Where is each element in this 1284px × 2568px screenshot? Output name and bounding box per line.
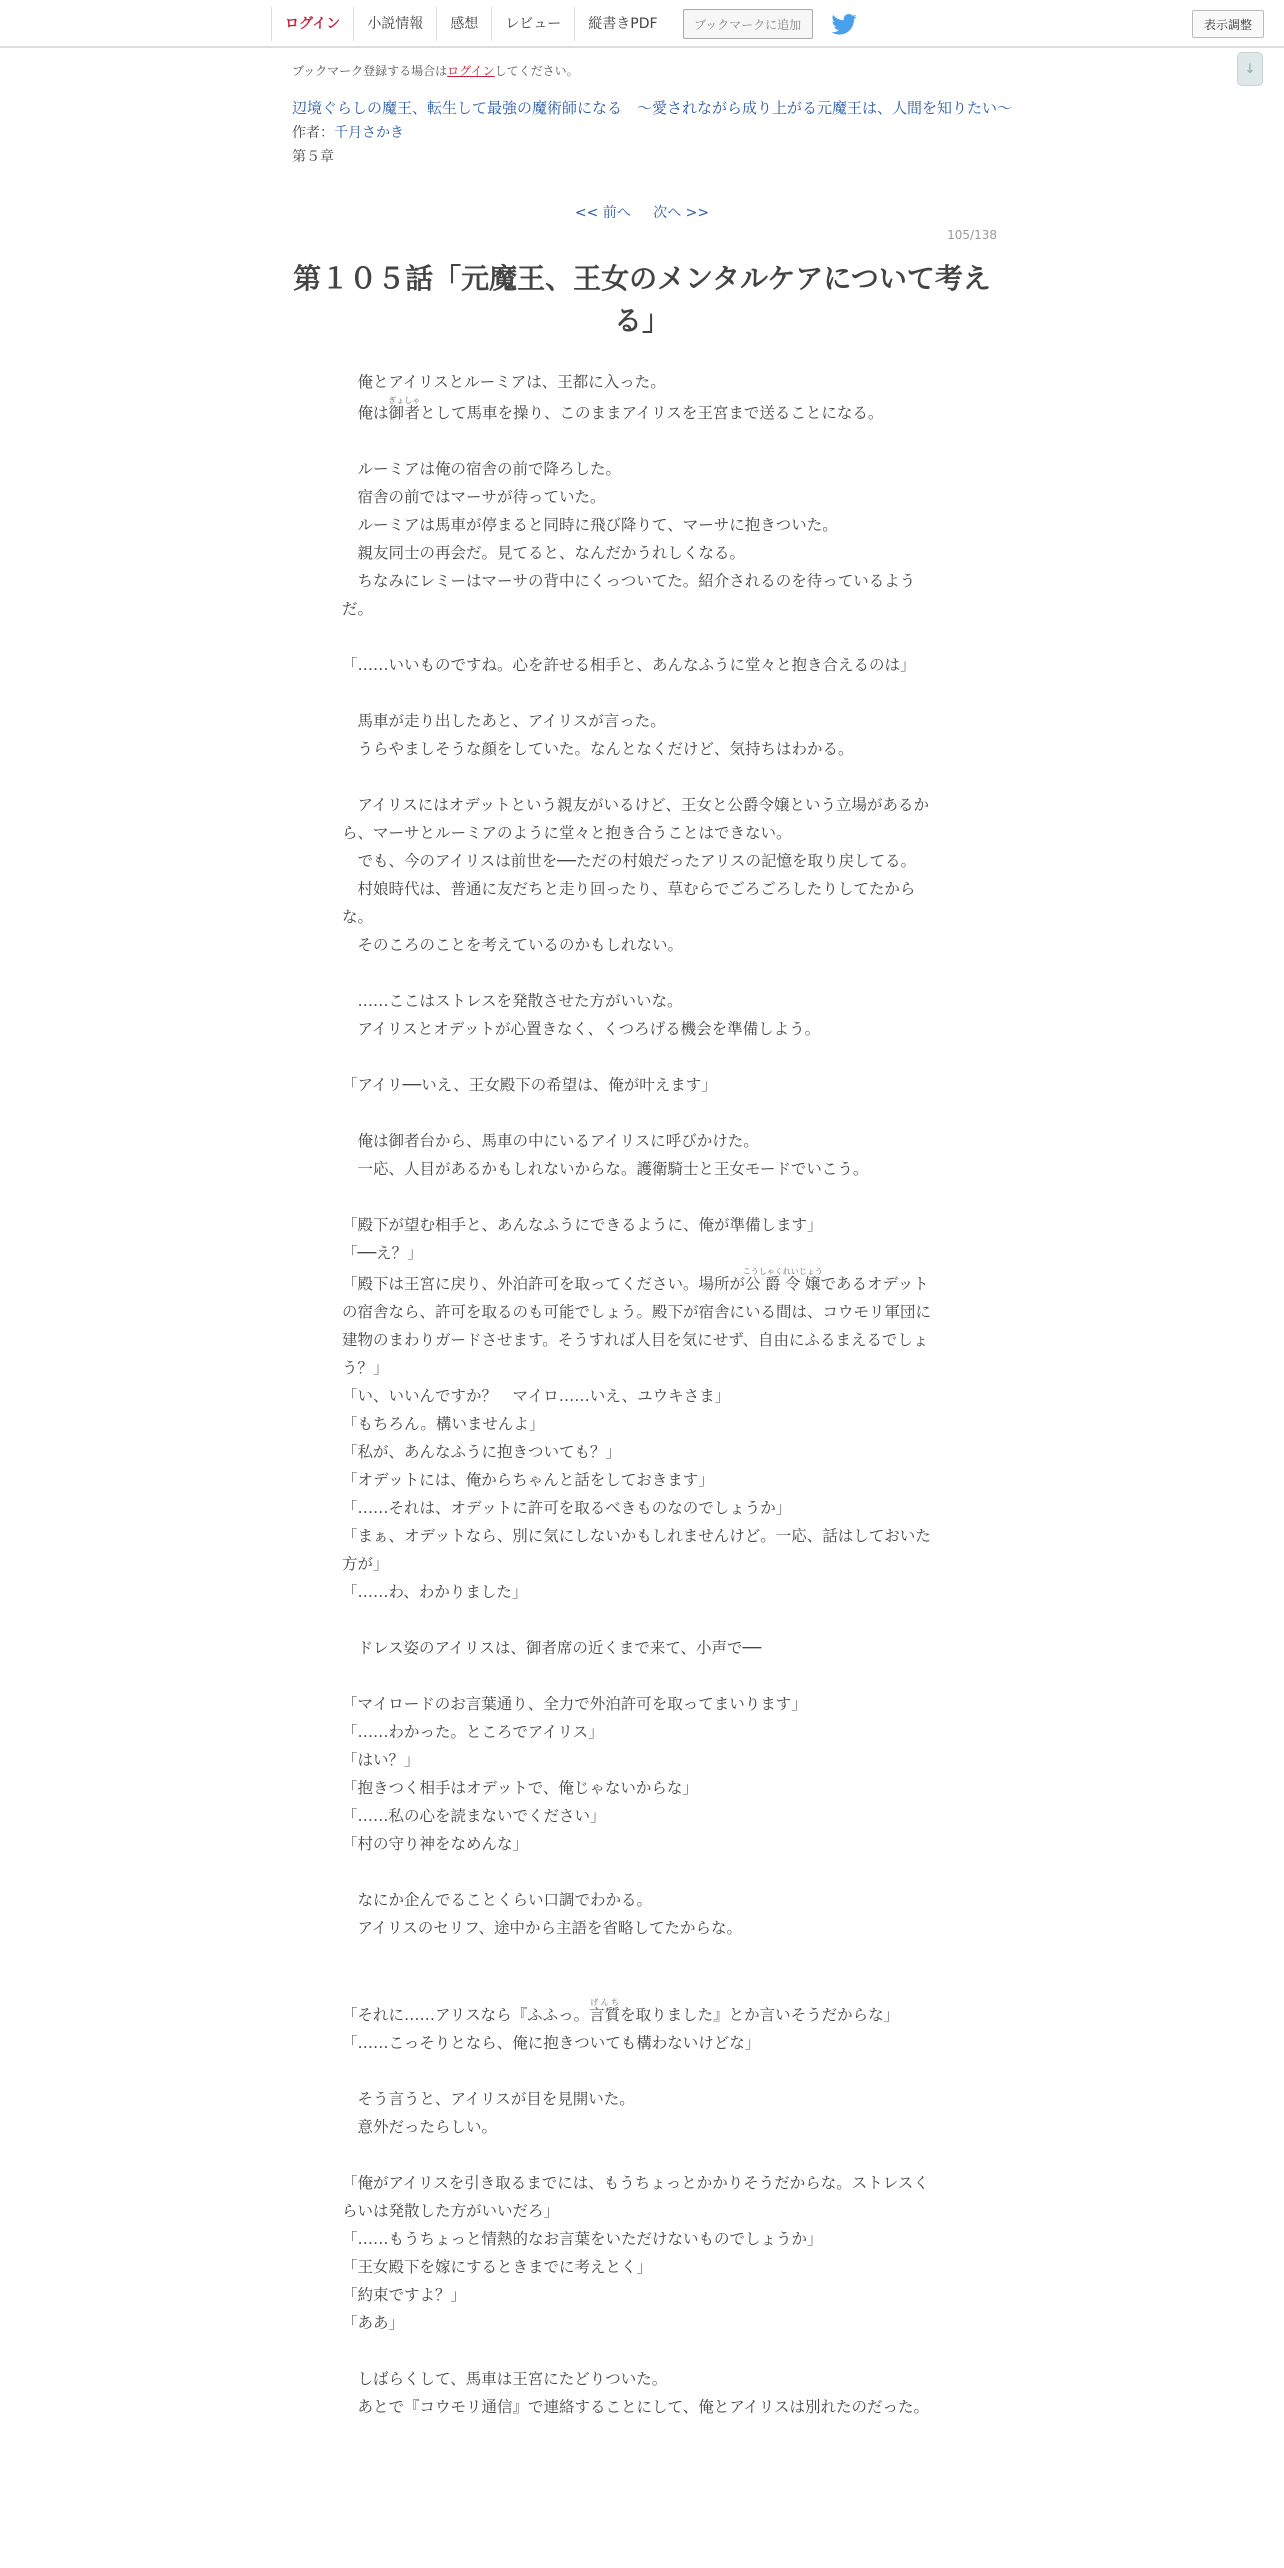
body-line bbox=[342, 1099, 942, 1127]
body-line: 「──え？」 bbox=[342, 1244, 423, 1262]
body-line: ドレス姿のアイリスは、御者席の近くまで来て、小声で── bbox=[342, 1639, 762, 1657]
body-line: ……ここはストレスを発散させた方がいいな。 bbox=[342, 992, 683, 1010]
body-line: しばらくして、馬車は王宮にたどりついた。 bbox=[342, 2370, 668, 2388]
nav-menu bbox=[271, 7, 859, 41]
body-line: 俺とアイリスとルーミアは、王都に入った。 bbox=[342, 373, 666, 391]
body-line: 宿舎の前ではマーサが待っていた。 bbox=[342, 488, 606, 506]
series-title-link[interactable]: 辺境ぐらしの魔王、転生して最強の魔術師になる 〜愛されながら成り上がる元魔王は、人間を知りたい〜 bbox=[292, 99, 1013, 117]
body-line bbox=[342, 1043, 942, 1071]
body-line: 「私が、あんなふうに抱きついても？」 bbox=[342, 1443, 622, 1461]
prev-page-link[interactable]: << 前へ bbox=[574, 205, 631, 221]
display-settings-button[interactable]: 表示調整 bbox=[1192, 10, 1264, 38]
body-line: ルーミアは俺の宿舎の前で降ろした。 bbox=[342, 460, 622, 478]
body-line: 一応、人目があるかもしれないからな。護衛騎士と王女モードでいこう。 bbox=[342, 1160, 869, 1178]
body-line bbox=[342, 2057, 942, 2085]
body-line-ruby: 「殿下は王宮に戻り、外泊許可を取ってください。場所が公爵令嬢こうしゃくれいじょうであるオデットの宿舎なら、許可を取るのも可能でしょう。殿下が宿舎にいる間は、コウモリ軍団に建物のまわりガードさせます。そうすれば人目を気にせず、自由にふるまえるでしょう？」 bbox=[342, 1267, 932, 1377]
body-line: 「王女殿下を嫁にするときまでに考えとく」 bbox=[342, 2258, 653, 2276]
body-line: 「……わ、わかりました」 bbox=[342, 1583, 528, 1601]
notice-text-after: してください。 bbox=[494, 64, 579, 78]
body-line bbox=[342, 1858, 942, 1886]
body-line bbox=[342, 2337, 942, 2365]
body-line bbox=[342, 1183, 942, 1211]
body-line: 「ああ」 bbox=[342, 2314, 405, 2332]
top-nav-bar bbox=[0, 0, 1284, 48]
scroll-down-icon[interactable]: ↓ bbox=[1237, 52, 1263, 86]
body-line: 親友同士の再会だ。見てると、なんだかうれしくなる。 bbox=[342, 544, 746, 562]
body-line: 「……こっそりとなら、俺に抱きついても構わないけどな」 bbox=[342, 2034, 761, 2052]
body-line: 「まぁ、オデットなら、別に気にしないかもしれませんけど。一応、話はしておいた方が」 bbox=[342, 1527, 931, 1573]
body-line: 「オデットには、俺からちゃんと話をしておきます」 bbox=[342, 1471, 714, 1489]
nav-review[interactable]: レビュー bbox=[491, 7, 574, 41]
body-line: ちなみにレミーはマーサの背中にくっついてた。紹介されるのを待っているようだ。 bbox=[342, 572, 916, 618]
body-line: 「はい？」 bbox=[342, 1751, 420, 1769]
bookmark-login-notice bbox=[292, 62, 579, 79]
body-line: 「……もうちょっと情熱的なお言葉をいただけないものでしょうか」 bbox=[342, 2230, 823, 2248]
body-line: 意外だったらしい。 bbox=[342, 2118, 498, 2136]
twitter-bird-icon[interactable] bbox=[831, 12, 859, 36]
body-line bbox=[342, 1606, 942, 1634]
body-line: でも、今のアイリスは前世を──ただの村娘だったアリスの記憶を取り戻してる。 bbox=[342, 852, 917, 870]
body-line: ルーミアは馬車が停まると同時に飛び降りて、マーサに抱きついた。 bbox=[342, 516, 838, 534]
body-line: 馬車が走り出したあと、アイリスが言った。 bbox=[342, 712, 666, 730]
next-page-link[interactable]: 次へ >> bbox=[653, 205, 710, 221]
body-line: 「……わかった。ところでアイリス」 bbox=[342, 1723, 604, 1741]
body-line: アイリスとオデットが心置きなく、くつろげる機会を準備しよう。 bbox=[342, 1020, 821, 1038]
body-line: アイリスにはオデットという親友がいるけど、王女と公爵令嬢という立場があるから、マーサとルーミアのように堂々と抱き合うことはできない。 bbox=[342, 796, 929, 842]
body-line bbox=[342, 1662, 942, 1690]
nav-novel-info[interactable]: 小説情報 bbox=[353, 7, 436, 41]
body-line bbox=[342, 763, 942, 791]
body-line: アイリスのセリフ、途中から主語を省略してたからな。 bbox=[342, 1919, 743, 1937]
nav-impressions[interactable]: 感想 bbox=[436, 7, 491, 41]
body-line: 村娘時代は、普通に友だちと走り回ったり、草むらでごろごろしたりしてたからな。 bbox=[342, 880, 916, 926]
body-line: 「村の守り神をなめんな」 bbox=[342, 1835, 529, 1853]
author-line bbox=[292, 122, 404, 142]
body-line: 「俺がアイリスを引き取るまでには、もうちょっとかかりそうだからな。ストレスくらいは発散した方がいいだろ」 bbox=[342, 2174, 929, 2220]
body-line: 「……いいものですね。心を許せる相手と、あんなふうに堂々と抱き合えるのは」 bbox=[342, 656, 916, 674]
body-line bbox=[342, 1942, 942, 1970]
body-line bbox=[342, 2421, 942, 2449]
body-line: そう言うと、アイリスが目を見開いた。 bbox=[342, 2090, 635, 2108]
nav-login[interactable]: ログイン bbox=[271, 7, 353, 41]
body-line: 「マイロードのお言葉通り、全力で外泊許可を取ってまいります」 bbox=[342, 1695, 807, 1713]
body-line: 俺は御者台から、馬車の中にいるアイリスに呼びかけた。 bbox=[342, 1132, 759, 1150]
chapter-label: 第５章 bbox=[292, 149, 334, 165]
body-line: 「殿下が望む相手と、あんなふうにできるように、俺が準備します」 bbox=[342, 1216, 823, 1234]
body-line: 「抱きつく相手はオデットで、俺じゃないからな」 bbox=[342, 1779, 698, 1797]
notice-login-link[interactable]: ログイン bbox=[447, 64, 495, 78]
body-line: 「……それは、オデットに許可を取るべきものなのでしょうか」 bbox=[342, 1499, 792, 1517]
body-line: 「もちろん。構いませんよ」 bbox=[342, 1415, 545, 1433]
nav-vertical-pdf[interactable]: 縦書きPDF bbox=[574, 7, 670, 41]
body-line-ruby: 「それに……アリスなら『ふふっ。言質げんちを取りました』とか言いそうだからな」 bbox=[342, 1998, 900, 2024]
add-bookmark-button[interactable]: ブックマークに追加 bbox=[683, 9, 813, 39]
pager bbox=[0, 202, 1284, 222]
body-line bbox=[342, 679, 942, 707]
body-line bbox=[342, 2141, 942, 2169]
notice-text-before: ブックマーク登録する場合は bbox=[292, 64, 448, 78]
body-line: うらやましそうな顔をしていた。なんとなくだけど、気持ちはわかる。 bbox=[342, 740, 854, 758]
body-line bbox=[342, 427, 942, 455]
episode-counter: 105/138 bbox=[947, 228, 997, 242]
novel-body bbox=[342, 368, 942, 2449]
body-line: 「い、いいんですか？ マイロ……いえ、ユウキさま」 bbox=[342, 1387, 731, 1405]
body-line: 「約束ですよ？」 bbox=[342, 2286, 467, 2304]
body-line: 「……私の心を読まないでください」 bbox=[342, 1807, 606, 1825]
body-line: なにか企んでることくらい口調でわかる。 bbox=[342, 1891, 653, 1909]
body-line-ruby: 俺は御者ぎょしゃとして馬車を操り、このままアイリスを王宮まで送ることになる。 bbox=[342, 396, 884, 422]
episode-title: 第１０５話「元魔王、王女のメンタルケアについて考える」 bbox=[293, 262, 991, 337]
author-link[interactable]: 千月さかき bbox=[334, 125, 404, 141]
body-line: あとで『コウモリ通信』で連絡することにして、俺とアイリスは別れたのだった。 bbox=[342, 2398, 929, 2416]
body-line bbox=[342, 623, 942, 651]
body-line: そのころのことを考えているのかもしれない。 bbox=[342, 936, 684, 954]
body-line bbox=[342, 959, 942, 987]
author-label: 作者： bbox=[292, 125, 334, 141]
body-line: 「アイリ──いえ、王女殿下の希望は、俺が叶えます」 bbox=[342, 1076, 717, 1094]
body-line bbox=[342, 1970, 942, 1998]
